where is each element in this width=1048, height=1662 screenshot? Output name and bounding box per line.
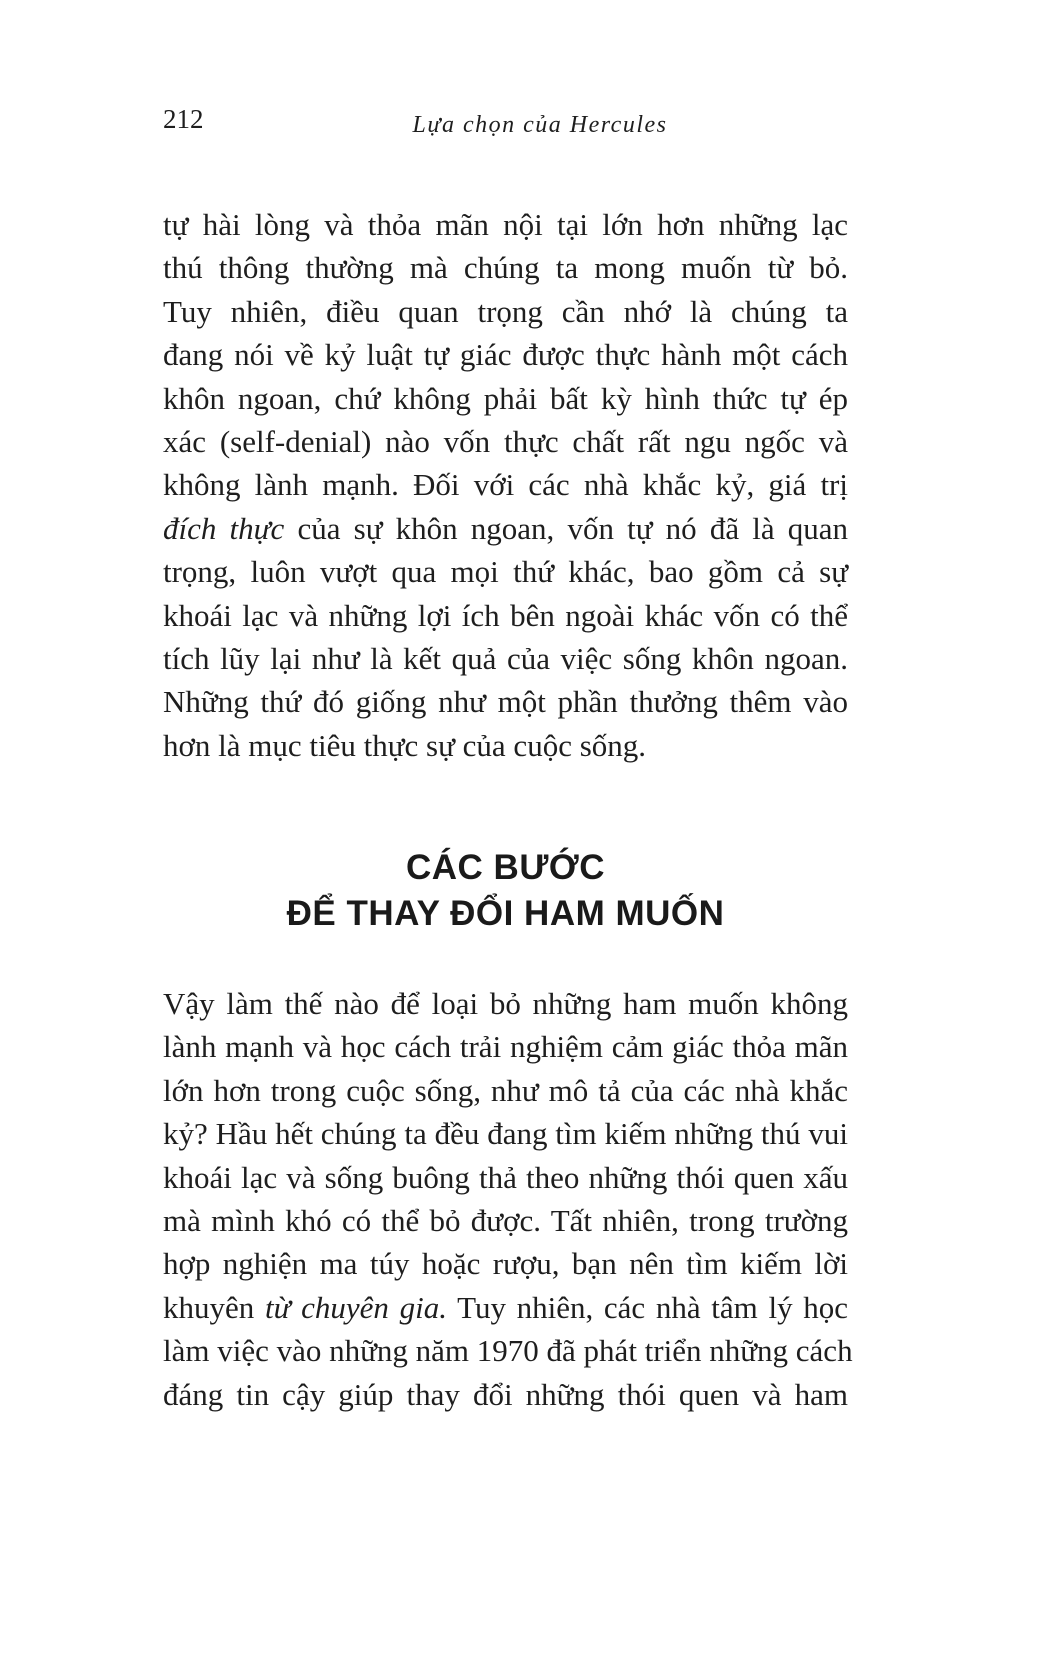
- text-line: [163, 1286, 848, 1329]
- italic-emphasis: đích thực: [163, 510, 285, 546]
- text-line: mà mình khó có thể bỏ được. Tất nhiên, trong trường: [163, 1202, 848, 1238]
- text-line: lớn hơn trong cuộc sống, như mô tả của các nhà khắc: [163, 1072, 848, 1108]
- section-heading-line-1: CÁC BƯỚC: [406, 848, 605, 887]
- text-line: làm việc vào những năm 1970 đã phát triển những cách: [163, 1333, 853, 1369]
- text-line: không lành mạnh. Đối với các nhà khắc kỷ, giá trị: [163, 467, 848, 503]
- text-line: tích lũy lại như là kết quả của việc sống khôn ngoan.: [163, 640, 848, 676]
- text-line: khoái lạc và sống buông thả theo những thói quen xấu: [163, 1159, 848, 1195]
- text-line: kỷ? Hầu hết chúng ta đều đang tìm kiếm những thú vui: [163, 1116, 848, 1152]
- text-line: đáng tin cậy giúp thay đổi những thói quen và ham: [163, 1376, 848, 1412]
- text-line: hợp nghiện ma túy hoặc rượu, bạn nên tìm kiếm lời: [163, 1246, 848, 1282]
- text-line-prefix: khuyên: [163, 1289, 255, 1325]
- running-title: Lựa chọn của Hercules: [412, 112, 668, 138]
- page-number: 212: [163, 104, 204, 134]
- text-line: lành mạnh và học cách trải nghiệm cảm giác thỏa mãn: [163, 1029, 848, 1065]
- section-heading: [163, 845, 848, 937]
- text-line: Những thứ đó giống như một phần thưởng thêm vào: [163, 684, 848, 720]
- body-paragraph-2: [163, 982, 853, 1416]
- text-line: đang nói về kỷ luật tự giác được thực hành một cách: [163, 337, 848, 373]
- text-line: hơn là mục tiêu thực sự của cuộc sống.: [163, 727, 647, 763]
- text-line: Tuy nhiên, điều quan trọng cần nhớ là chúng ta: [163, 293, 848, 329]
- text-line: Vậy làm thế nào để loại bỏ những ham muốn không: [163, 986, 848, 1021]
- italic-emphasis: từ chuyên gia.: [264, 1289, 447, 1325]
- text-line: khoái lạc và những lợi ích bên ngoài khác vốn có thể: [163, 597, 848, 633]
- text-line: xác (self-denial) nào vốn thực chất rất ngu ngốc và: [163, 423, 848, 459]
- body-paragraph-1: [163, 203, 848, 767]
- text-line-rest: Tuy nhiên, các nhà tâm lý học: [457, 1289, 848, 1325]
- section-heading-line-2: ĐỂ THAY ĐỔI HAM MUỐN: [286, 894, 725, 933]
- text-line: khôn ngoan, chứ không phải bất kỳ hình thức tự ép: [163, 380, 848, 416]
- text-line: [163, 507, 848, 550]
- text-line: thú thông thường mà chúng ta mong muốn từ bỏ.: [163, 250, 848, 286]
- text-line: tự hài lòng và thỏa mãn nội tại lớn hơn những lạc: [163, 207, 848, 242]
- text-line-rest: của sự khôn ngoan, vốn tự nó đã là quan: [297, 510, 849, 546]
- text-line: trọng, luôn vượt qua mọi thứ khác, bao gồm cả sự: [163, 554, 848, 590]
